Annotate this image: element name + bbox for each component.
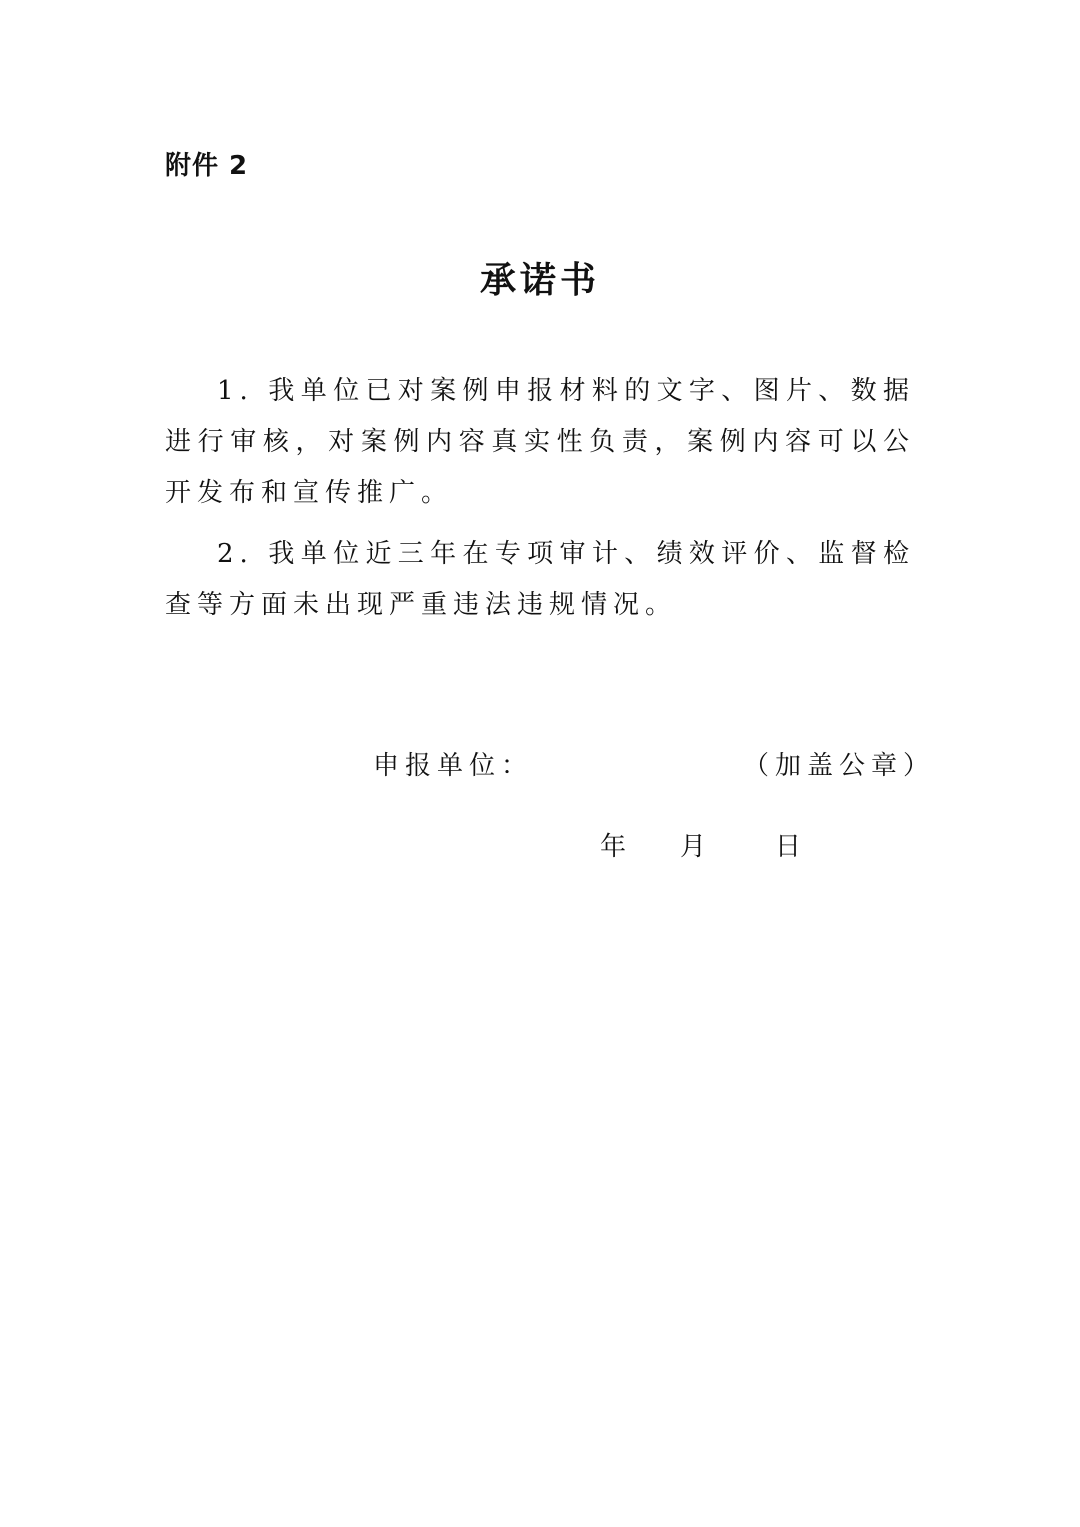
date-year-label: 年 <box>600 832 627 862</box>
signer-label: 申报单位： <box>373 751 534 781</box>
date-day-label: 日 <box>775 832 802 862</box>
paragraph-1: 1. 我单位已对案例申报材料的文字、图片、数据进行审核，对案例内容真实性负责，案例内容可以公开发布和宣传推广。 <box>165 376 915 508</box>
document-body <box>165 366 915 631</box>
document-title: 承诺书 <box>479 260 600 301</box>
date-month-label: 月 <box>680 832 707 862</box>
attachment-label: 附件 2 <box>165 151 249 181</box>
seal-note: （加盖公章） <box>743 751 936 781</box>
paragraph-2: 2. 我单位近三年在专项审计、绩效评价、监督检查等方面未出现严重违法违规情况。 <box>165 539 915 620</box>
